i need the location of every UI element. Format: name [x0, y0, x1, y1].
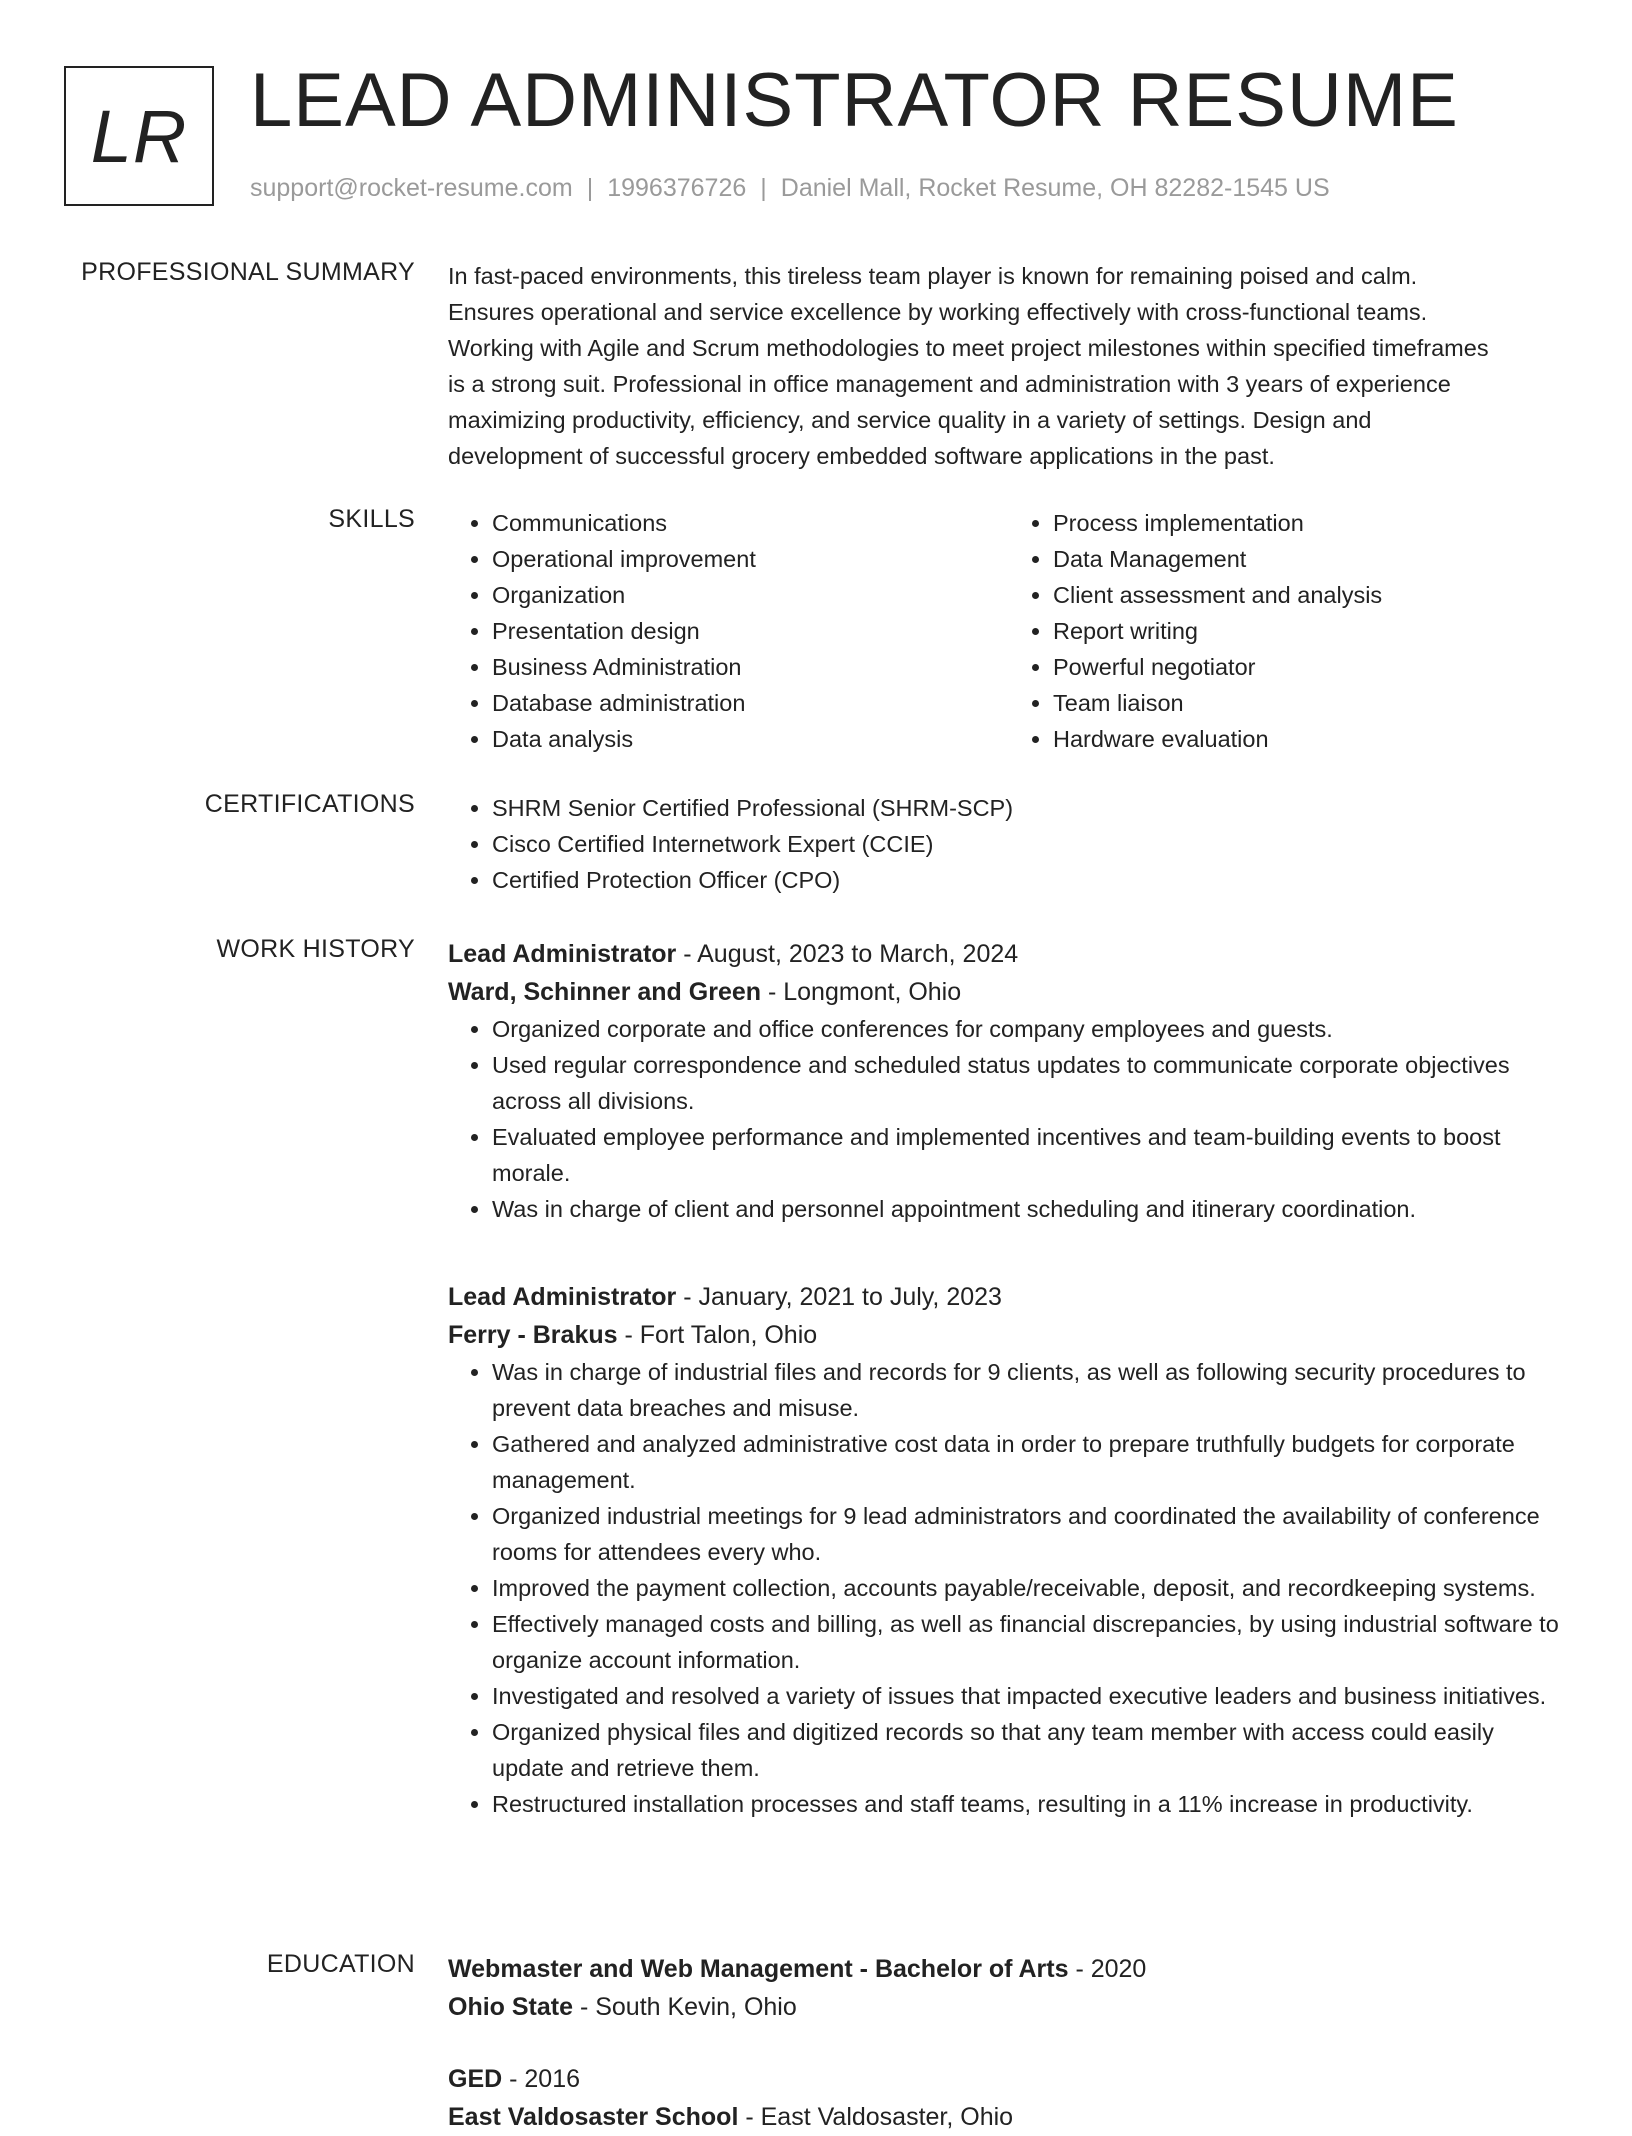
job-title-line — [448, 1278, 1570, 1316]
skill-item: • Data Management — [1053, 541, 1570, 577]
skill-item: • Client assessment and analysis — [1053, 577, 1570, 613]
education-degree-line — [448, 2060, 1570, 2098]
summary-line: Working with Agile and Scrum methodologies to meet project milestones within specified timeframes — [448, 335, 1489, 361]
certifications-body — [448, 790, 1570, 898]
certifications-list — [448, 790, 1570, 898]
summary-body — [448, 258, 1570, 474]
job-bullet: • Organized physical files and digitized records so that any team member with access could easily update and retrieve them. — [492, 1714, 1570, 1786]
skill-item: • Data analysis — [492, 721, 1009, 757]
education-body — [448, 1950, 1570, 2136]
job-bullet: • Was in charge of client and personnel appointment scheduling and itinerary coordination. — [492, 1191, 1570, 1227]
job-bullet: • Was in charge of industrial files and records for 9 clients, as well as following security procedures to prevent data breaches and misuse. — [492, 1354, 1570, 1426]
summary-line: development of successful grocery embedded software applications in the past. — [448, 443, 1275, 469]
job-entry — [448, 935, 1570, 1227]
skill-item: • Powerful negotiator — [1053, 649, 1570, 685]
job-bullets — [448, 1011, 1570, 1227]
section-label-summary: PROFESSIONAL SUMMARY — [81, 258, 415, 286]
summary-line: is a strong suit. Professional in office management and administration with 3 years of experience — [448, 371, 1451, 397]
job-title: Lead Administrator — [448, 1283, 677, 1311]
summary-text — [448, 258, 1570, 474]
education-school: East Valdosaster School — [448, 2103, 739, 2131]
page-title: LEAD ADMINISTRATOR RESUME — [250, 58, 1459, 143]
education-school-line — [448, 1988, 1570, 2026]
job-company-line — [448, 973, 1570, 1011]
education-school: Ohio State — [448, 1993, 574, 2021]
skills-list — [448, 505, 1570, 757]
education-entry — [448, 2060, 1570, 2136]
education-school-line — [448, 2098, 1570, 2136]
job-bullet: • Improved the payment collection, accounts payable/receivable, deposit, and recordkeeping systems. — [492, 1570, 1570, 1606]
skill-item: • Organization — [492, 577, 1009, 613]
education-entry — [448, 1950, 1570, 2026]
skill-item: • Business Administration — [492, 649, 1009, 685]
skills-column-right — [1009, 505, 1570, 757]
skill-item: • Team liaison — [1053, 685, 1570, 721]
contact-phone[interactable]: 1996376726 — [607, 174, 747, 202]
job-entry — [448, 1278, 1570, 1822]
certification-item: • Certified Protection Officer (CPO) — [492, 862, 1570, 898]
certification-item: • Cisco Certified Internetwork Expert (CCIE) — [492, 826, 1570, 862]
education-location: - East Valdosaster, Ohio — [738, 2103, 1014, 2131]
job-bullet: • Organized industrial meetings for 9 lead administrators and coordinated the availability of conference rooms for attendees every who. — [492, 1498, 1570, 1570]
job-bullet: • Used regular correspondence and scheduled status updates to communicate corporate objectives across all divisions. — [492, 1047, 1570, 1119]
job-bullet: • Restructured installation processes and staff teams, resulting in a 11% increase in productivity. — [492, 1786, 1570, 1822]
certification-item: • SHRM Senior Certified Professional (SHRM-SCP) — [492, 790, 1570, 826]
section-label-skills: SKILLS — [328, 505, 415, 533]
skill-item: • Database administration — [492, 685, 1009, 721]
section-label-certifications: CERTIFICATIONS — [204, 790, 415, 818]
job-bullet: • Investigated and resolved a variety of issues that impacted executive leaders and business initiatives. — [492, 1678, 1570, 1714]
education-degree-line — [448, 1950, 1570, 1988]
job-company-line — [448, 1316, 1570, 1354]
job-title: Lead Administrator — [448, 940, 677, 968]
skill-item: • Operational improvement — [492, 541, 1009, 577]
contact-separator: | — [760, 174, 767, 202]
education-degree: GED — [448, 2065, 503, 2093]
education-year: - 2020 — [1068, 1955, 1147, 1983]
job-company: Ward, Schinner and Green — [448, 978, 762, 1006]
contact-separator: | — [586, 174, 594, 202]
work-history-body — [448, 935, 1570, 1227]
skill-item: • Report writing — [1053, 613, 1570, 649]
contact-email[interactable]: support@rocket-resume.com — [250, 174, 573, 202]
monogram-logo: LR — [64, 66, 214, 206]
job-company: Ferry - Brakus — [448, 1321, 618, 1349]
contact-line — [250, 174, 1330, 203]
work-history-body-2 — [448, 1278, 1570, 1822]
job-location: - Longmont, Ohio — [761, 978, 962, 1006]
section-label-work-history: WORK HISTORY — [216, 935, 415, 963]
job-bullet: • Organized corporate and office conferences for company employees and guests. — [492, 1011, 1570, 1047]
job-bullets — [448, 1354, 1570, 1822]
contact-address: Daniel Mall, Rocket Resume, OH 82282-1545 US — [780, 174, 1330, 202]
job-title-line — [448, 935, 1570, 973]
job-dates: - January, 2021 to July, 2023 — [676, 1283, 1002, 1311]
job-bullet: • Effectively managed costs and billing, as well as financial discrepancies, by using industrial software to organize account information. — [492, 1606, 1570, 1678]
summary-line: maximizing productivity, efficiency, and service quality in a variety of settings. Design and — [448, 407, 1372, 433]
skills-column-left — [448, 505, 1009, 757]
job-bullet: • Evaluated employee performance and implemented incentives and team-building events to boost morale. — [492, 1119, 1570, 1191]
summary-line: Ensures operational and service excellence by working effectively with cross-functional teams. — [448, 299, 1428, 325]
skill-item: • Presentation design — [492, 613, 1009, 649]
skill-item: • Process implementation — [1053, 505, 1570, 541]
skill-item: • Communications — [492, 505, 1009, 541]
education-year: - 2016 — [502, 2065, 581, 2093]
summary-line: In fast-paced environments, this tireless team player is known for remaining poised and calm. — [448, 263, 1418, 289]
education-location: - South Kevin, Ohio — [573, 1993, 797, 2021]
skill-item: • Hardware evaluation — [1053, 721, 1570, 757]
education-degree: Webmaster and Web Management - Bachelor of Arts — [448, 1955, 1069, 1983]
job-dates: - August, 2023 to March, 2024 — [676, 940, 1019, 968]
job-bullet: • Gathered and analyzed administrative cost data in order to prepare truthfully budgets for corporate management. — [492, 1426, 1570, 1498]
job-location: - Fort Talon, Ohio — [617, 1321, 818, 1349]
section-label-education: EDUCATION — [266, 1950, 415, 1978]
